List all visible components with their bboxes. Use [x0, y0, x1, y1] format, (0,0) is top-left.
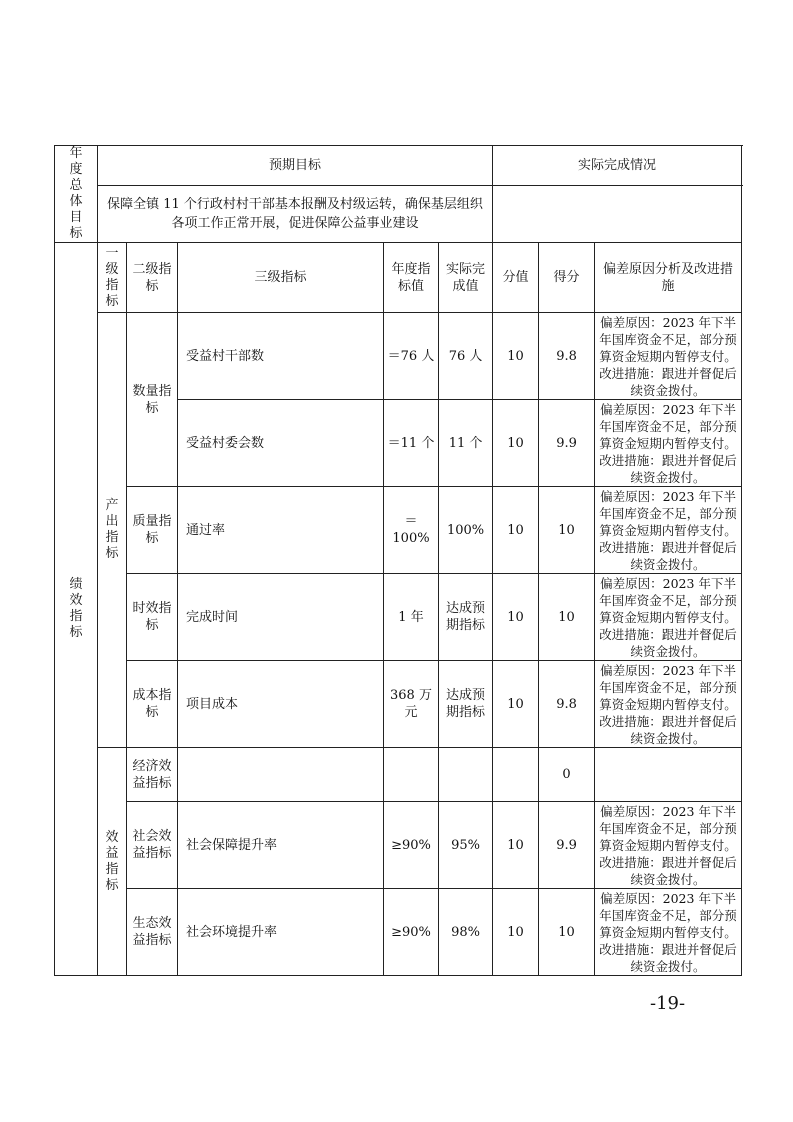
- level2: 经济效益指标: [127, 748, 178, 802]
- note: 偏差原因：2023 年下半年国库资金不足，部分预算资金短期内暂停支付。改进措施：跟进并督促后续资金拨付。: [595, 313, 742, 400]
- col-level3: 三级指标: [178, 243, 384, 313]
- level3: 受益村干部数: [178, 313, 384, 400]
- level3: 社会保障提升率: [178, 802, 384, 889]
- actual-text: [493, 186, 742, 243]
- annual-goal-label: 年度总体目标: [55, 146, 98, 243]
- level2: 时效指标: [127, 574, 178, 661]
- target: [384, 748, 439, 802]
- note: [595, 748, 742, 802]
- perf-indicator-label: 绩效指标: [55, 243, 98, 976]
- col-level1: 一级指标: [98, 243, 127, 313]
- weight: 10: [493, 574, 539, 661]
- level3: 受益村委会数: [178, 400, 384, 487]
- target: ＝100%: [384, 487, 439, 574]
- weight: 10: [493, 802, 539, 889]
- level3: [178, 748, 384, 802]
- table-row: [55, 661, 742, 748]
- column-header-row: [55, 243, 742, 313]
- goal-text: 保障全镇 11 个行政村村干部基本报酬及村级运转，确保基层组织各项工作正常开展，促进保障公益事业建设: [98, 186, 493, 243]
- score: 9.8: [539, 661, 595, 748]
- actual: 达成预期指标: [439, 574, 493, 661]
- table-row: [55, 802, 742, 889]
- col-weight: 分值: [493, 243, 539, 313]
- note: 偏差原因：2023 年下半年国库资金不足，部分预算资金短期内暂停支付。改进措施：跟进并督促后续资金拨付。: [595, 487, 742, 574]
- level1-output: 产出指标: [98, 313, 127, 748]
- actual: 达成预期指标: [439, 661, 493, 748]
- note: 偏差原因：2023 年下半年国库资金不足，部分预算资金短期内暂停支付。改进措施：跟进并督促后续资金拨付。: [595, 574, 742, 661]
- actual: 98%: [439, 889, 493, 976]
- target: 1 年: [384, 574, 439, 661]
- target: ＝11 个: [384, 400, 439, 487]
- target: ≥90%: [384, 802, 439, 889]
- weight: 10: [493, 487, 539, 574]
- page-number: -19-: [650, 993, 686, 1014]
- level2: 生态效益指标: [127, 889, 178, 976]
- table-row: [55, 574, 742, 661]
- level3: 项目成本: [178, 661, 384, 748]
- level1-benefit: 效益指标: [98, 748, 127, 976]
- weight: [493, 748, 539, 802]
- table-row: [55, 313, 742, 400]
- actual: 76 人: [439, 313, 493, 400]
- score: 10: [539, 889, 595, 976]
- weight: 10: [493, 400, 539, 487]
- score: 9.9: [539, 802, 595, 889]
- note: 偏差原因：2023 年下半年国库资金不足，部分预算资金短期内暂停支付。改进措施：跟进并督促后续资金拨付。: [595, 889, 742, 976]
- col-note: 偏差原因分析及改进措施: [595, 243, 742, 313]
- score: 10: [539, 574, 595, 661]
- actual: 100%: [439, 487, 493, 574]
- col-actual: 实际完成值: [439, 243, 493, 313]
- actual: 11 个: [439, 400, 493, 487]
- level2: 社会效益指标: [127, 802, 178, 889]
- table-row: [55, 487, 742, 574]
- col-target: 年度指标值: [384, 243, 439, 313]
- level3: 社会环境提升率: [178, 889, 384, 976]
- note: 偏差原因：2023 年下半年国库资金不足，部分预算资金短期内暂停支付。改进措施：跟进并督促后续资金拨付。: [595, 400, 742, 487]
- level2: 成本指标: [127, 661, 178, 748]
- weight: 10: [493, 313, 539, 400]
- actual-status-header: 实际完成情况: [493, 146, 742, 186]
- target: 368 万元: [384, 661, 439, 748]
- col-score: 得分: [539, 243, 595, 313]
- level2: 质量指标: [127, 487, 178, 574]
- weight: 10: [493, 661, 539, 748]
- actual: [439, 748, 493, 802]
- performance-table: [54, 145, 742, 976]
- table-row: [55, 748, 742, 802]
- level3: 通过率: [178, 487, 384, 574]
- table-row: [55, 889, 742, 976]
- actual: 95%: [439, 802, 493, 889]
- level2: 数量指标: [127, 313, 178, 487]
- target: ＝76 人: [384, 313, 439, 400]
- score: 0: [539, 748, 595, 802]
- col-level2: 二级指标: [127, 243, 178, 313]
- score: 10: [539, 487, 595, 574]
- note: 偏差原因：2023 年下半年国库资金不足，部分预算资金短期内暂停支付。改进措施：跟进并督促后续资金拨付。: [595, 802, 742, 889]
- weight: 10: [493, 889, 539, 976]
- target: ≥90%: [384, 889, 439, 976]
- note: 偏差原因：2023 年下半年国库资金不足，部分预算资金短期内暂停支付。改进措施：跟进并督促后续资金拨付。: [595, 661, 742, 748]
- level3: 完成时间: [178, 574, 384, 661]
- score: 9.9: [539, 400, 595, 487]
- expected-goal-header: 预期目标: [98, 146, 493, 186]
- score: 9.8: [539, 313, 595, 400]
